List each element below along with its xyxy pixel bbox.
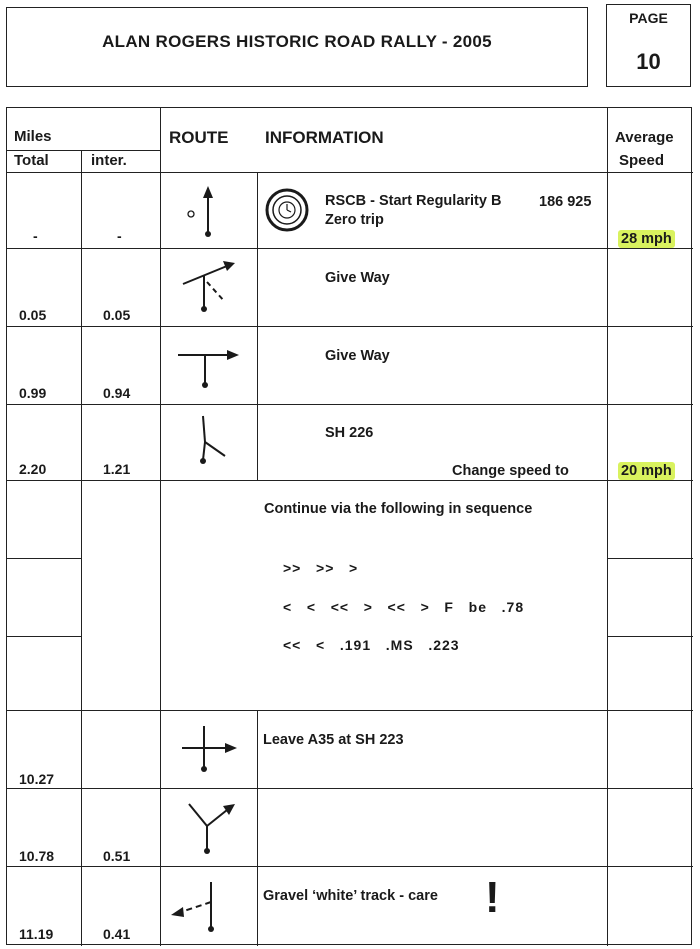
row1-info2: Zero trip	[325, 212, 384, 228]
speed-header: Speed	[619, 152, 665, 169]
row2-total: 0.05	[19, 307, 47, 323]
row5-total: 10.27	[19, 771, 55, 787]
row4-speed: 20 mph	[618, 462, 675, 480]
row1-speed-cell	[618, 231, 675, 247]
row1-total: -	[33, 228, 38, 244]
row7-info: Gravel ‘white’ track - care	[263, 888, 438, 904]
row-line-5	[7, 710, 693, 711]
seq-right-line-1	[607, 558, 693, 559]
row7-inter: 0.41	[103, 926, 131, 942]
row4-total: 2.20	[19, 461, 47, 477]
total-header: Total	[14, 152, 49, 169]
title-box	[6, 7, 588, 87]
divider-speed-left	[607, 108, 608, 946]
row1-inter: -	[117, 228, 122, 244]
row-line-7	[7, 866, 693, 867]
page-label: PAGE	[629, 10, 668, 26]
route-header: ROUTE	[169, 128, 229, 147]
header-bottom-line	[7, 172, 693, 173]
rally-title: ALAN ROGERS HISTORIC ROAD RALLY - 2005	[102, 32, 492, 51]
turn-left-icon	[165, 878, 229, 938]
information-header: INFORMATION	[265, 128, 384, 147]
row4-info: SH 226	[325, 425, 374, 441]
row6-total: 10.78	[19, 848, 55, 864]
row-line-1	[7, 248, 693, 249]
page-box	[606, 4, 691, 87]
miles-header: Miles	[14, 128, 52, 145]
row-line-4	[7, 480, 693, 481]
t-junction-right-icon	[175, 342, 243, 392]
seq-left-line-1	[7, 558, 81, 559]
crossroads-right-icon	[179, 722, 243, 776]
row2-inter: 0.05	[103, 307, 131, 323]
route-table	[6, 107, 692, 945]
seq-left-line-2	[7, 636, 81, 637]
row3-total: 0.99	[19, 385, 47, 401]
y-fork-right-icon	[183, 800, 243, 856]
row3-info: Give Way	[325, 348, 390, 364]
row6-inter: 0.51	[103, 848, 131, 864]
miles-subheader-line	[7, 150, 160, 151]
row4-note: Change speed to	[452, 463, 569, 479]
row5-info: Leave A35 at SH 223	[263, 732, 404, 748]
junction-diagonal-icon	[177, 258, 241, 314]
seq-right-line-2	[607, 636, 693, 637]
sequence-line-3: << < .191 .MS .223	[283, 637, 460, 653]
page-number: 10	[636, 49, 661, 74]
row1-info: RSCB - Start Regularity B	[325, 193, 502, 209]
row4-speed-cell	[618, 463, 675, 479]
row3-inter: 0.94	[103, 385, 131, 401]
average-header: Average	[615, 129, 674, 146]
row1-ref: 186 925	[539, 194, 592, 210]
regularity-clock-icon	[265, 188, 309, 232]
divider-inter-bottom	[81, 710, 82, 946]
divider-route-left	[160, 108, 161, 946]
sequence-line-1: >> >> >	[283, 560, 359, 576]
row-line-6	[7, 788, 693, 789]
row-line-2	[7, 326, 693, 327]
row4-inter: 1.21	[103, 461, 131, 477]
seq-left-divider	[81, 480, 82, 710]
sequence-heading: Continue via the following in sequence	[264, 501, 533, 517]
row-line-3	[7, 404, 693, 405]
fork-left-icon	[183, 412, 235, 468]
row2-info: Give Way	[325, 270, 390, 286]
row7-total: 11.19	[19, 926, 54, 942]
inter-header: inter.	[91, 152, 127, 169]
row1-speed: 28 mph	[618, 230, 675, 248]
sequence-line-2: < < << > << > F be .78	[283, 599, 525, 615]
start-arrow-icon	[179, 184, 239, 240]
divider-inter-top	[81, 150, 82, 480]
warning-exclamation: !	[485, 873, 500, 922]
divider-info-bottom	[257, 710, 258, 946]
